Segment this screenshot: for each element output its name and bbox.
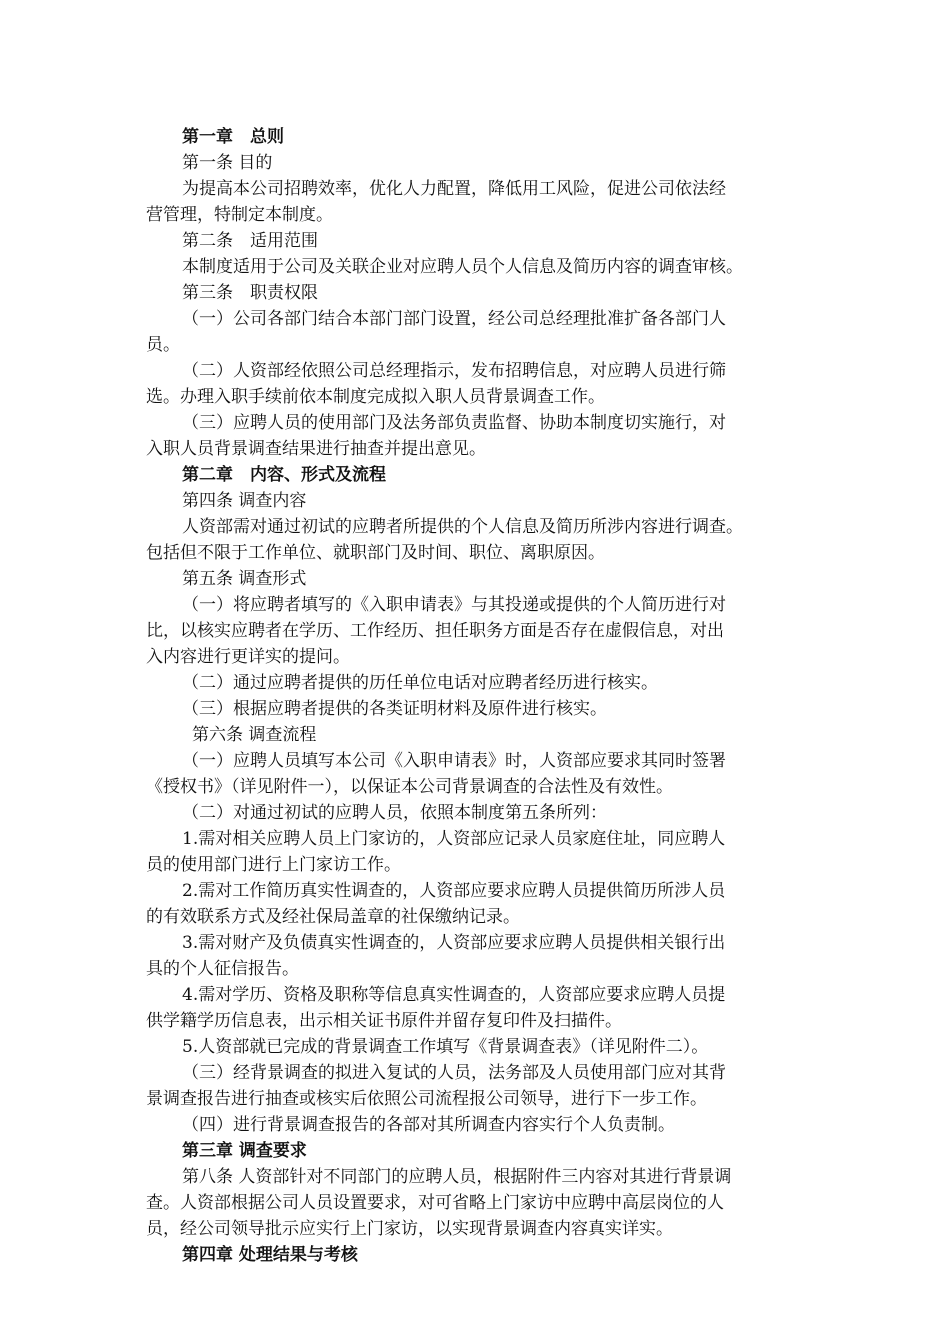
text-line: 第一条 目的 (182, 153, 273, 173)
text-line: 营管理，特制定本制度。 (146, 205, 333, 225)
text-line: （二）通过应聘者提供的历任单位电话对应聘者经历进行核实。 (182, 673, 658, 693)
text-line: （二）人资部经依照公司总经理指示，发布招聘信息，对应聘人员进行筛 (182, 361, 726, 381)
text-line: 第六条 调查流程 (192, 725, 317, 745)
text-line: 人资部需对通过初试的应聘者所提供的个人信息及简历所涉内容进行调查。 (182, 517, 743, 537)
text-line: 第四条 调查内容 (182, 491, 307, 511)
text-line: 入内容进行更详实的提问。 (146, 647, 350, 667)
chapter-heading: 第一章 总则 (182, 127, 284, 147)
chapter-heading: 第四章 处理结果与考核 (182, 1245, 358, 1265)
text-line: 本制度适用于公司及关联企业对应聘人员个人信息及简历内容的调查审核。 (182, 257, 743, 277)
text-line: （一）应聘人员填写本公司《入职申请表》时，人资部应要求其同时签署 (182, 751, 726, 771)
text-line: 选。办理入职手续前依本制度完成拟入职人员背景调查工作。 (146, 387, 605, 407)
text-line: 包括但不限于工作单位、就职部门及时间、职位、离职原因。 (146, 543, 605, 563)
text-line: 员的使用部门进行上门家访工作。 (146, 855, 401, 875)
text-line: （三）经背景调查的拟进入复试的人员，法务部及人员使用部门应对其背 (182, 1063, 726, 1083)
text-line: 景调查报告进行抽查或核实后依照公司流程报公司领导，进行下一步工作。 (146, 1089, 707, 1109)
text-line: 具的个人征信报告。 (146, 959, 299, 979)
text-line: 第五条 调查形式 (182, 569, 307, 589)
text-line: 员。 (146, 335, 180, 355)
text-line: 的有效联系方式及经社保局盖章的社保缴纳记录。 (146, 907, 520, 927)
text-line: 入职人员背景调查结果进行抽查并提出意见。 (146, 439, 486, 459)
text-line: （四）进行背景调查报告的各部对其所调查内容实行个人负责制。 (182, 1115, 675, 1135)
text-line: 3.需对财产及负债真实性调查的，人资部应要求应聘人员提供相关银行出 (182, 933, 726, 953)
text-line: 4.需对学历、资格及职称等信息真实性调查的，人资部应要求应聘人员提 (182, 985, 726, 1005)
text-line: 第三条 职责权限 (182, 283, 318, 303)
text-line: （三）应聘人员的使用部门及法务部负责监督、协助本制度切实施行，对 (182, 413, 726, 433)
text-line: 第八条 人资部针对不同部门的应聘人员，根据附件三内容对其进行背景调 (182, 1167, 732, 1187)
text-line: 第二条 适用范围 (182, 231, 318, 251)
chapter-heading: 第二章 内容、形式及流程 (182, 465, 386, 485)
text-line: 供学籍学历信息表，出示相关证书原件并留存复印件及扫描件。 (146, 1011, 622, 1031)
text-line: 比，以核实应聘者在学历、工作经历、担任职务方面是否存在虚假信息，对出 (146, 621, 724, 641)
text-line: （三）根据应聘者提供的各类证明材料及原件进行核实。 (182, 699, 607, 719)
text-line: 员，经公司领导批示应实行上门家访，以实现背景调查内容真实详实。 (146, 1219, 673, 1239)
text-line: （一）将应聘者填写的《入职申请表》与其投递或提供的个人简历进行对 (182, 595, 726, 615)
text-line: 为提高本公司招聘效率，优化人力配置，降低用工风险，促进公司依法经 (182, 179, 726, 199)
chapter-heading: 第三章 调查要求 (182, 1141, 307, 1161)
document-body (146, 124, 822, 1268)
text-line: （二）对通过初试的应聘人员，依照本制度第五条所列： (182, 803, 607, 823)
text-line: 《授权书》（详见附件一），以保证本公司背景调查的合法性及有效性。 (146, 777, 673, 797)
text-line: 5.人资部就已完成的背景调查工作填写《背景调查表》（详见附件二）。 (182, 1037, 709, 1057)
text-line: 查。人资部根据公司人员设置要求，对可省略上门家访中应聘中高层岗位的人 (146, 1193, 724, 1213)
text-line: 2.需对工作简历真实性调查的，人资部应要求应聘人员提供简历所涉人员 (182, 881, 726, 901)
text-line: 1.需对相关应聘人员上门家访的，人资部应记录人员家庭住址，同应聘人 (182, 829, 726, 849)
text-line: （一）公司各部门结合本部门部门设置，经公司总经理批准扩备各部门人 (182, 309, 726, 329)
